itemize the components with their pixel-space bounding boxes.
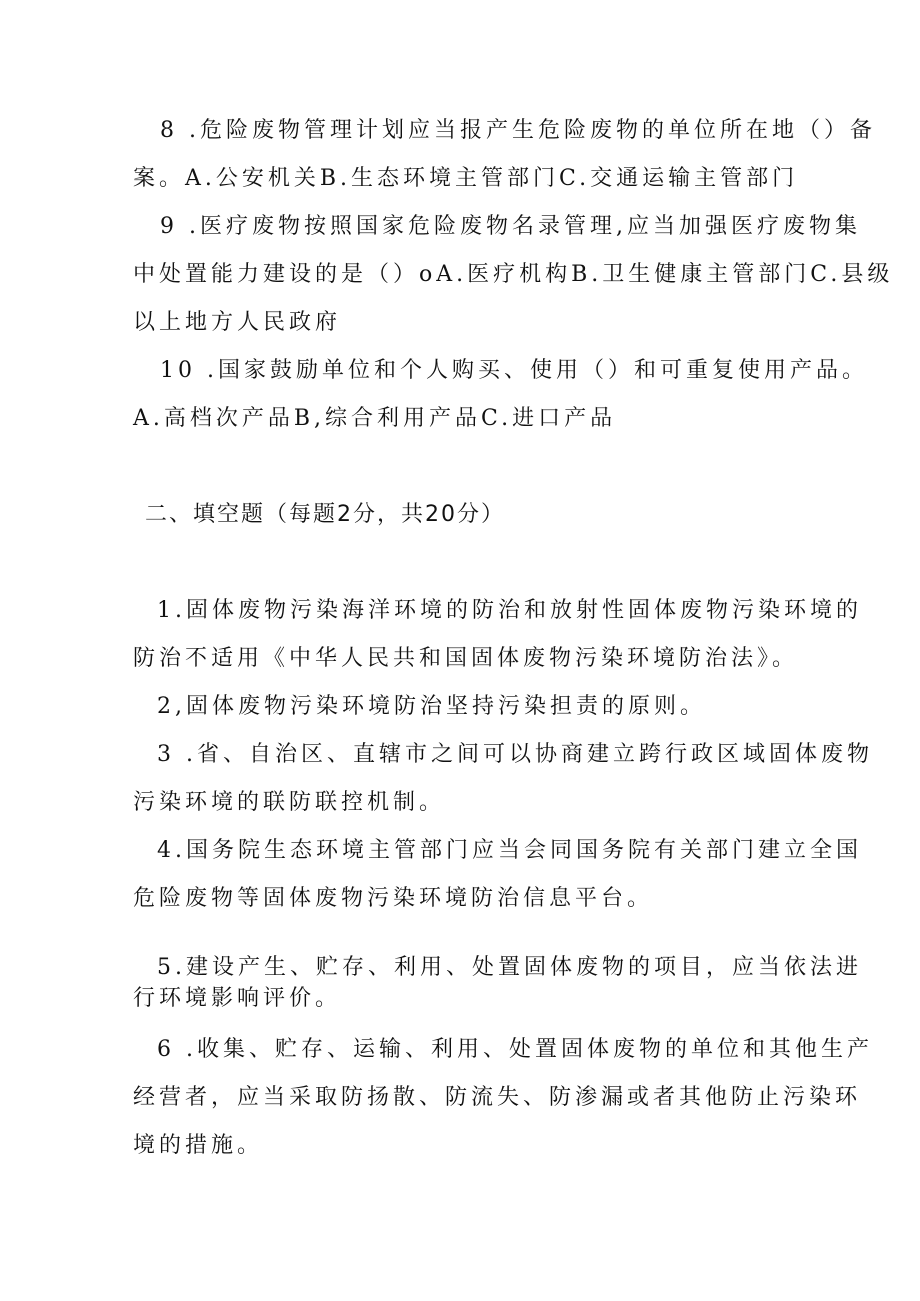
question-9-line-2: 中处置能力建设的是（）oA.医疗机构B.卫生健康主管部门C.县级 [133, 262, 894, 287]
section-title: 二、填空题（每题2分，共20分） [145, 502, 505, 527]
fill-6-line-3: 境的措施。 [133, 1133, 264, 1158]
question-10-line-1: 10 .国家鼓励单位和个人购买、使用（）和可重复使用产品。 [160, 358, 868, 383]
fill-3-line-1: 3 .省、自治区、直辖市之间可以协商建立跨行政区域固体废物 [157, 742, 873, 767]
fill-2-line-1: 2,固体废物污染环境防治坚持污染担责的原则。 [157, 694, 706, 719]
question-9-line-1: 9 .医疗废物按照国家危险废物名录管理,应当加强医疗废物集 [160, 214, 861, 239]
fill-1-line-1: 1.固体废物污染海洋环境的防治和放射性固体废物污染环境的 [157, 598, 862, 623]
fill-4-line-2: 危险废物等固体废物污染环境防治信息平台。 [133, 886, 654, 911]
fill-4-line-1: 4.国务院生态环境主管部门应当会同国务院有关部门建立全国 [157, 838, 862, 863]
question-9-line-3: 以上地方人民政府 [133, 310, 342, 335]
question-8-line-2: 案。A.公安机关B.生态环境主管部门C.交通运输主管部门 [133, 166, 799, 191]
fill-5-line-2: 行环境影响评价。 [133, 986, 342, 1011]
fill-6-line-1: 6 .收集、贮存、运输、利用、处置固体废物的单位和其他生产 [157, 1037, 873, 1062]
fill-6-line-2: 经营者，应当采取防扬散、防流失、防渗漏或者其他防止污染环 [133, 1085, 862, 1110]
fill-5-line-1: 5.建设产生、贮存、利用、处置固体废物的项目，应当依法进 [157, 955, 862, 980]
question-10-line-2: A.高档次产品B,综合利用产品C.进口产品 [133, 406, 617, 431]
question-8-line-1: 8 .危险废物管理计划应当报产生危险废物的单位所在地（）备 [160, 118, 876, 143]
fill-3-line-2: 污染环境的联防联控机制。 [133, 790, 446, 815]
fill-1-line-2: 防治不适用《中华人民共和国固体废物污染环境防治法》。 [133, 646, 799, 671]
